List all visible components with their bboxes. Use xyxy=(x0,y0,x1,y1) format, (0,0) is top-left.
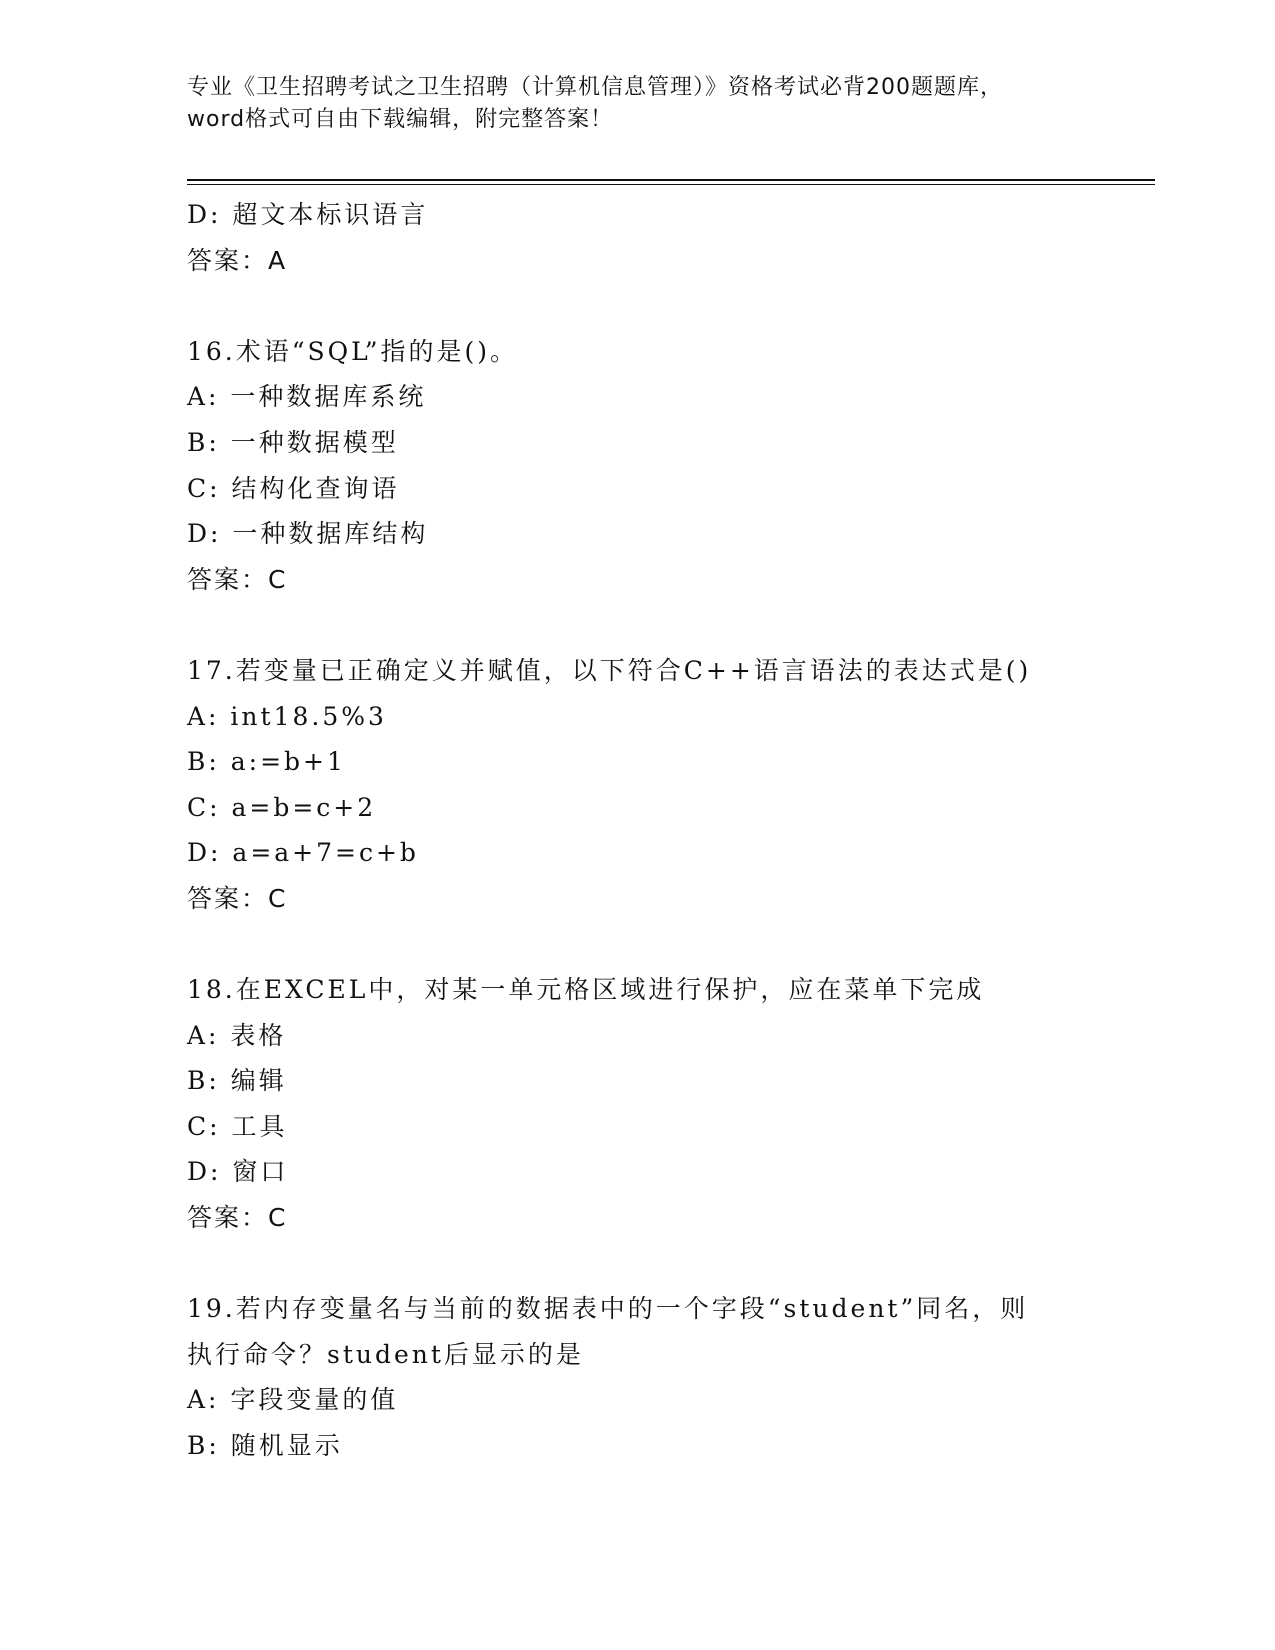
option-a: A: 字段变量的值 xyxy=(187,1385,399,1415)
header-divider-thick xyxy=(187,179,1155,181)
option-c: C: 工具 xyxy=(187,1111,288,1141)
option-b: B: 编辑 xyxy=(187,1066,287,1096)
option-c: C: 结构化查询语 xyxy=(187,473,400,503)
document-header xyxy=(187,72,1087,136)
option-b: B: 随机显示 xyxy=(187,1431,343,1461)
answer-line: 答案：C xyxy=(187,564,288,594)
option-a: A: int18.5%3 xyxy=(187,701,387,731)
option-d: D: 一种数据库结构 xyxy=(187,519,429,549)
question-block-18 xyxy=(187,967,1147,1241)
question-text: 17.若变量已正确定义并赋值，以下符合C++语言语法的表达式是() xyxy=(187,655,1032,685)
question-block-prev xyxy=(187,192,1147,283)
header-divider-thin xyxy=(187,184,1155,185)
question-text: 18.在EXCEL中，对某一单元格区域进行保护，应在菜单下完成 xyxy=(187,975,985,1005)
option-a: A: 表格 xyxy=(187,1020,287,1050)
option-a: A: 一种数据库系统 xyxy=(187,382,427,412)
option-b: B: a:=b+1 xyxy=(187,747,346,777)
answer-line: 答案：C xyxy=(187,1203,288,1233)
question-text: 16.术语“SQL”指的是()。 xyxy=(187,336,519,366)
question-text-line-2: 执行命令？student后显示的是 xyxy=(187,1339,584,1369)
option-c: C: a=b=c+2 xyxy=(187,792,377,822)
question-block-16 xyxy=(187,329,1147,603)
question-text-line-1: 19.若内存变量名与当前的数据表中的一个字段“student”同名，则 xyxy=(187,1294,1029,1324)
answer-line: 答案：C xyxy=(187,883,288,913)
option-d: D: 超文本标识语言 xyxy=(187,200,429,229)
question-block-17 xyxy=(187,648,1147,922)
spacer xyxy=(187,1241,1147,1287)
header-line-2: word格式可自由下载编辑，附完整答案！ xyxy=(187,107,614,132)
header-line-1: 专业《卫生招聘考试之卫生招聘（计算机信息管理）》资格考试必背200题题库， xyxy=(187,75,1003,100)
spacer xyxy=(187,922,1147,968)
answer-line: 答案：A xyxy=(187,245,288,275)
spacer xyxy=(187,283,1147,329)
question-list xyxy=(187,192,1147,1469)
option-d: D: 窗口 xyxy=(187,1157,289,1187)
option-b: B: 一种数据模型 xyxy=(187,427,399,457)
spacer xyxy=(187,602,1147,648)
option-d: D: a=a+7=c+b xyxy=(187,838,419,868)
question-block-19 xyxy=(187,1286,1147,1468)
